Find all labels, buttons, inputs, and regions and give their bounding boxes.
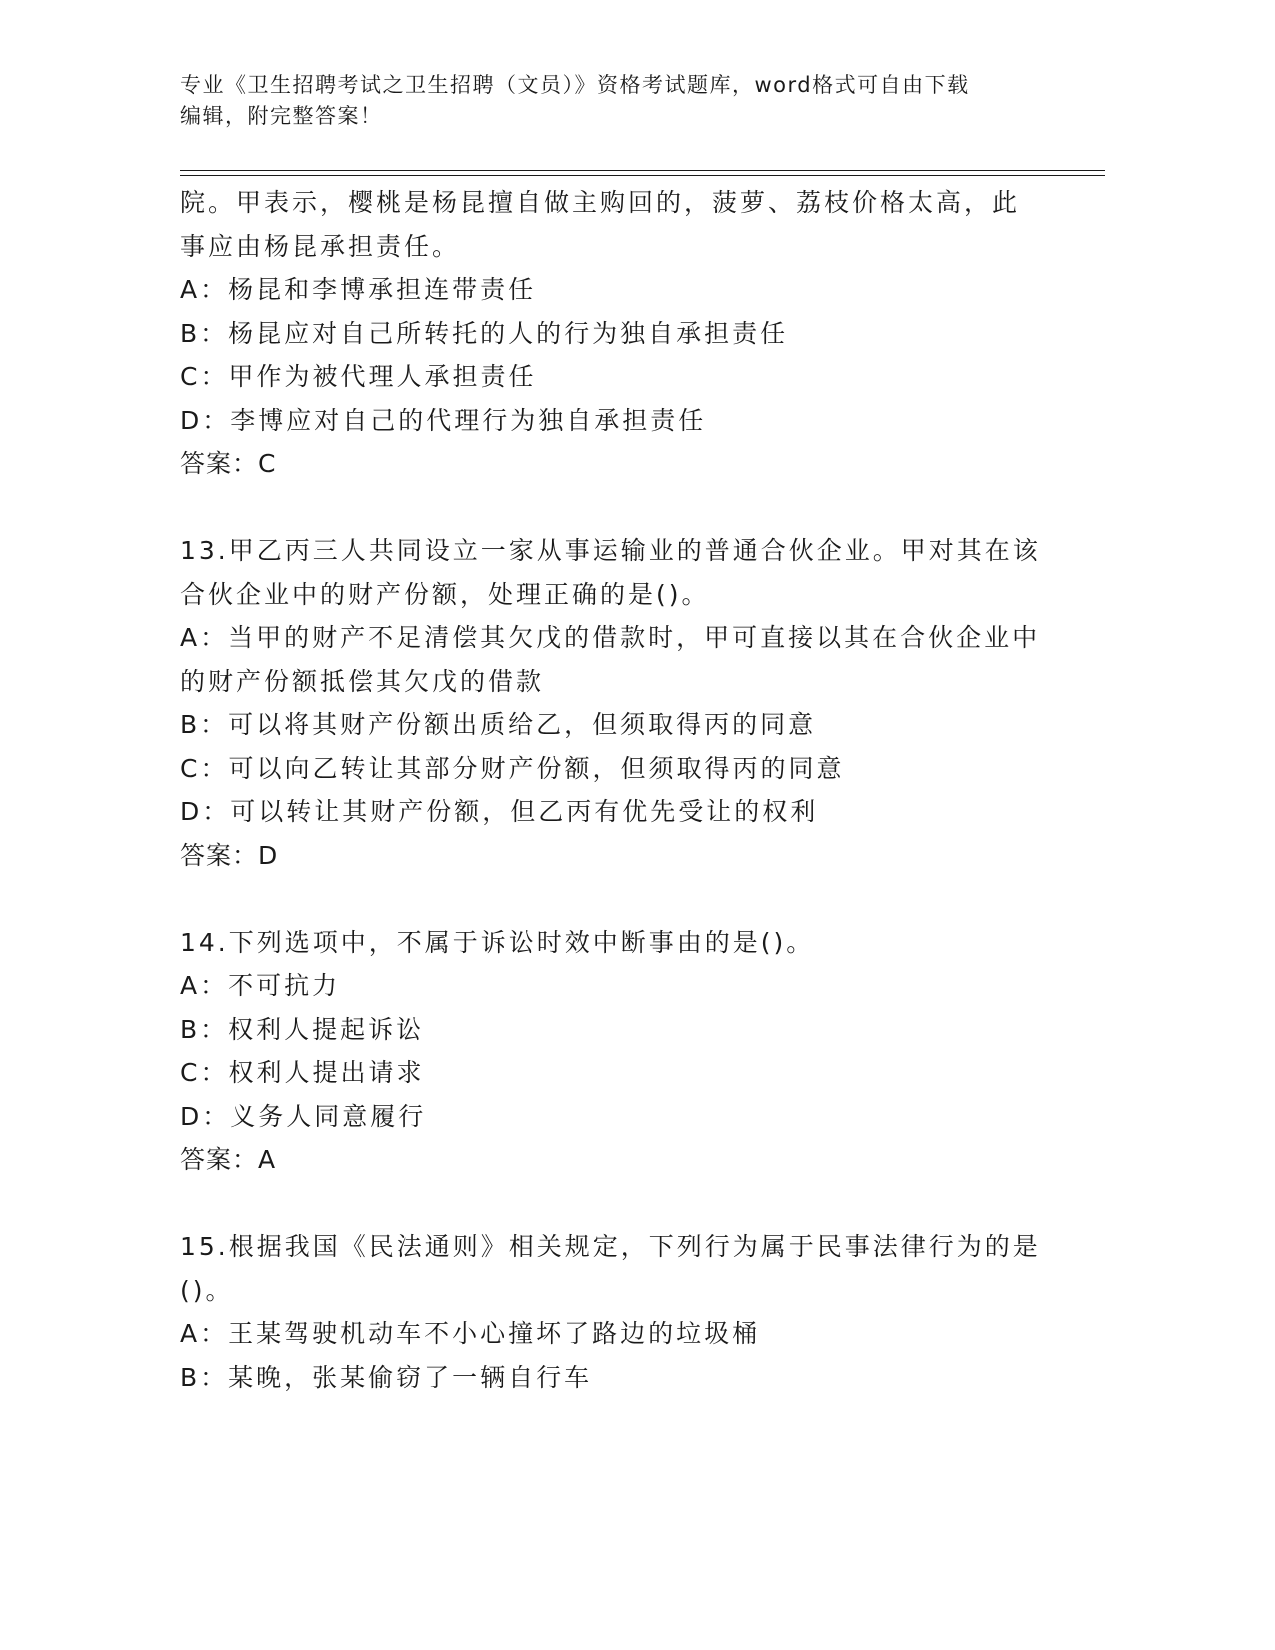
spacer	[180, 486, 1060, 530]
option-b: B：可以将其财产份额出质给乙，但须取得丙的同意	[180, 710, 817, 739]
answer-line: 答案：A	[180, 1145, 277, 1174]
option-a: A：王某驾驶机动车不小心撞坏了路边的垃圾桶	[180, 1319, 761, 1348]
option-a-continued: 的财产份额抵偿其欠戊的借款	[180, 666, 545, 696]
option-c: C：可以向乙转让其部分财产份额，但须取得丙的同意	[180, 753, 845, 783]
option-b: B：某晚，张某偷窃了一辆自行车	[180, 1362, 593, 1392]
question-stem-line: 15.根据我国《民法通则》相关规定，下列行为属于民事法律行为的是	[180, 1232, 1041, 1261]
option-b: B：权利人提起诉讼	[180, 1014, 425, 1044]
header-line-1: 专业《卫生招聘考试之卫生招聘（文员）》资格考试题库，word格式可自由下载	[180, 73, 970, 97]
question-stem-line: 合伙企业中的财产份额，处理正确的是()。	[180, 579, 710, 609]
option-a: A：不可抗力	[180, 971, 341, 1000]
document-header	[180, 70, 1040, 132]
question-15	[180, 1225, 1060, 1399]
option-c: C：权利人提出请求	[180, 1058, 425, 1087]
option-b: B：杨昆应对自己所转托的人的行为独自承担责任	[180, 318, 789, 348]
question-stem-line: 事应由杨昆承担责任。	[180, 231, 461, 261]
header-line-2: 编辑，附完整答案！	[180, 104, 383, 128]
question-stem-line: 13.甲乙丙三人共同设立一家从事运输业的普通合伙企业。甲对其在该	[180, 536, 1041, 565]
question-14	[180, 921, 1060, 1182]
option-a: A：当甲的财产不足清偿其欠戊的借款时，甲可直接以其在合伙企业中	[180, 623, 1041, 652]
answer-line: 答案：D	[180, 840, 279, 870]
option-d: D：可以转让其财产份额，但乙丙有优先受让的权利	[180, 797, 819, 826]
option-d: D：李博应对自己的代理行为独自承担责任	[180, 405, 707, 435]
spacer	[180, 877, 1060, 921]
option-a: A：杨昆和李博承担连带责任	[180, 275, 537, 304]
option-c: C：甲作为被代理人承担责任	[180, 362, 537, 391]
header-divider-bottom	[180, 175, 1105, 176]
question-12-continued	[180, 181, 1060, 486]
option-d: D：义务人同意履行	[180, 1101, 427, 1131]
question-stem-line: ()。	[180, 1275, 234, 1305]
question-stem-line: 院。甲表示，樱桃是杨昆擅自做主购回的，菠萝、荔枝价格太高，此	[180, 188, 1021, 217]
question-stem-line: 14.下列选项中，不属于诉讼时效中断事由的是()。	[180, 927, 815, 957]
question-13	[180, 529, 1060, 877]
answer-line: 答案：C	[180, 449, 277, 478]
header-divider-top	[180, 170, 1105, 171]
spacer	[180, 1182, 1060, 1226]
document-body	[180, 181, 1060, 1399]
